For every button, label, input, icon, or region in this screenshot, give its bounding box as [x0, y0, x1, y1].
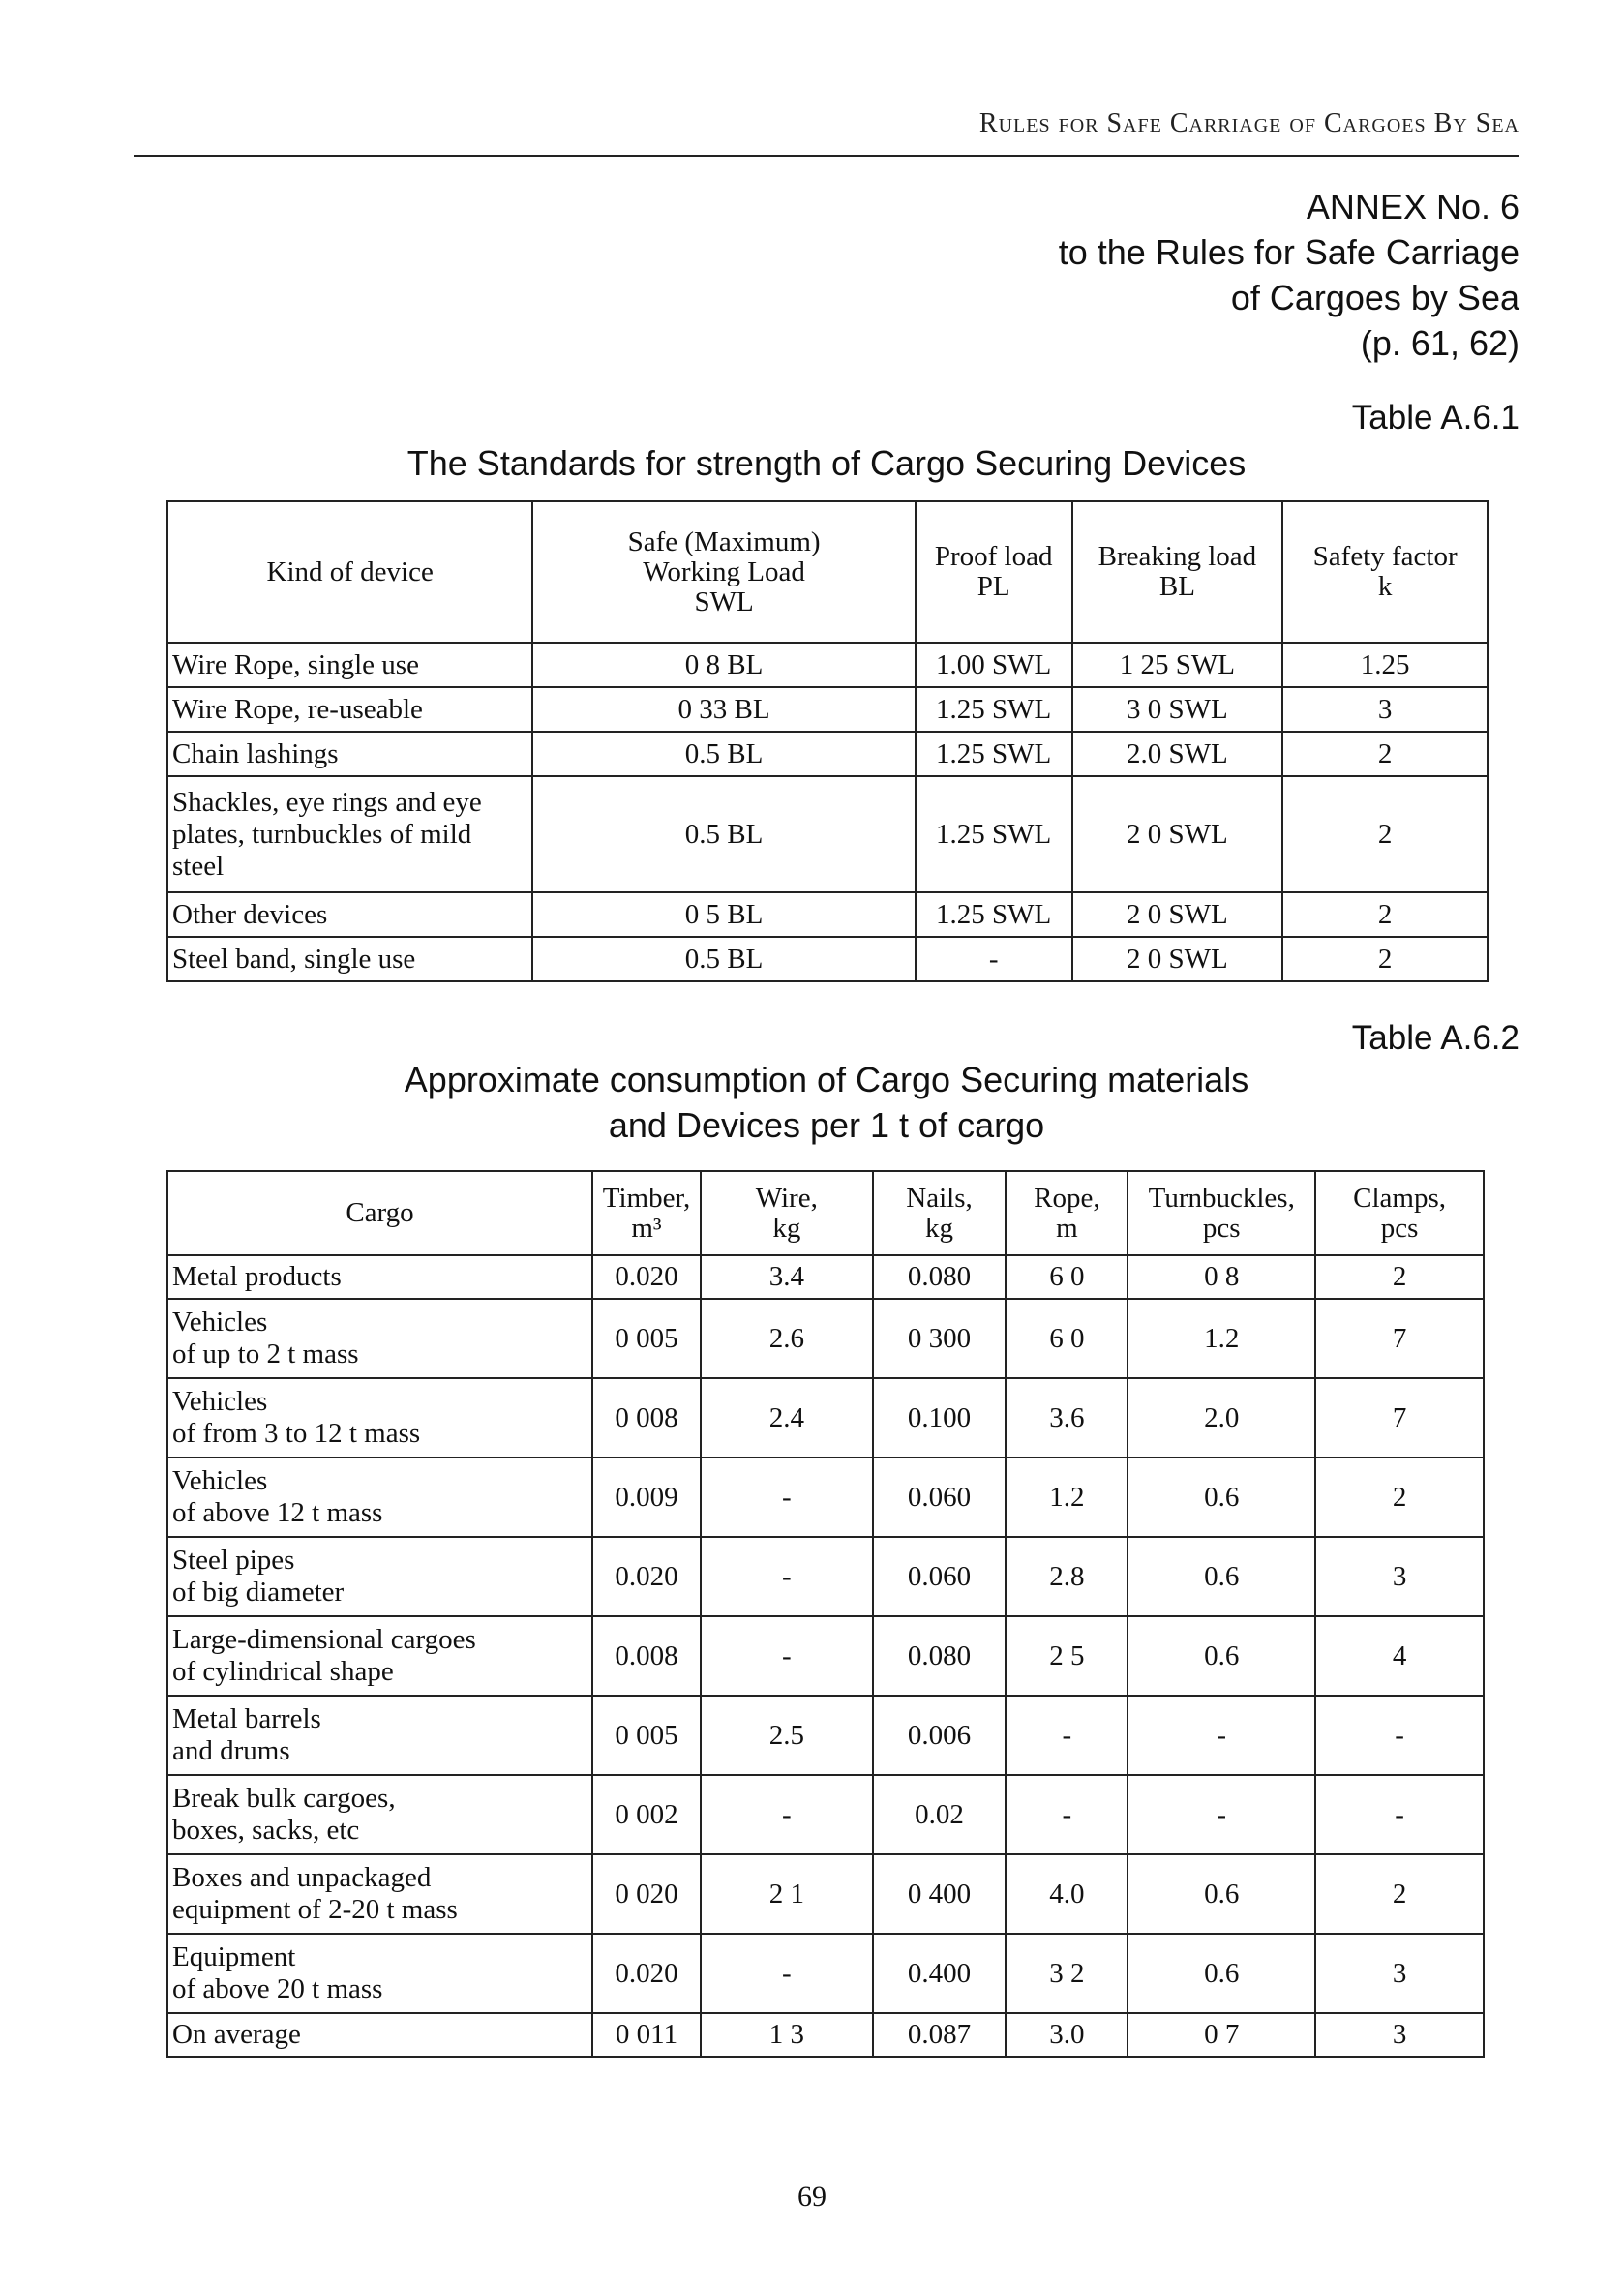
swl-cell: 0.5 BL [532, 732, 915, 776]
cargo-name: Equipment of above 20 t mass [167, 1934, 592, 2013]
timber-cell: 0.009 [592, 1458, 701, 1537]
turnbuckles-cell: 1.2 [1128, 1299, 1315, 1378]
clamps-cell: 3 [1315, 2013, 1484, 2057]
wire-cell: - [701, 1616, 873, 1696]
safety-factor-cell: 2 [1282, 732, 1488, 776]
clamps-cell: - [1315, 1775, 1484, 1854]
table-row [167, 1854, 1484, 1934]
table-row [167, 1616, 1484, 1696]
device-name: Shackles, eye rings and eye plates, turnbuckles of mild steel [167, 776, 532, 892]
table-row [167, 776, 1488, 892]
proof-load-cell: 1.00 SWL [916, 643, 1072, 687]
cargo-name: Metal barrels and drums [167, 1696, 592, 1775]
table-row [167, 1255, 1484, 1299]
proof-load-cell: 1.25 SWL [916, 892, 1072, 937]
table-row [167, 643, 1488, 687]
cargo-name: Steel pipes of big diameter [167, 1537, 592, 1616]
column-header: Wire, kg [701, 1171, 873, 1255]
nails-cell: 0.100 [873, 1378, 1007, 1458]
annex-line: ANNEX No. 6 [1306, 187, 1519, 226]
table-row [167, 1458, 1484, 1537]
table-row [167, 1537, 1484, 1616]
column-header: Cargo [167, 1171, 592, 1255]
swl-cell: 0 8 BL [532, 643, 915, 687]
breaking-load-cell: 2 0 SWL [1072, 892, 1283, 937]
clamps-cell: 3 [1315, 1934, 1484, 2013]
clamps-cell: 7 [1315, 1378, 1484, 1458]
nails-cell: 0.080 [873, 1616, 1007, 1696]
nails-cell: 0.02 [873, 1775, 1007, 1854]
wire-cell: - [701, 1775, 873, 1854]
clamps-cell: - [1315, 1696, 1484, 1775]
breaking-load-cell: 2 0 SWL [1072, 776, 1283, 892]
nails-cell: 0 300 [873, 1299, 1007, 1378]
table-row [167, 1299, 1484, 1378]
table-id-a62: Table A.6.2 [1351, 1019, 1519, 1057]
timber-cell: 0.008 [592, 1616, 701, 1696]
table-header-row [167, 501, 1488, 643]
annex-line: of Cargoes by Sea [1230, 278, 1519, 317]
clamps-cell: 4 [1315, 1616, 1484, 1696]
wire-cell: - [701, 1537, 873, 1616]
swl-cell: 0.5 BL [532, 937, 915, 981]
rope-cell: - [1006, 1775, 1128, 1854]
breaking-load-cell: 2 0 SWL [1072, 937, 1283, 981]
timber-cell: 0.020 [592, 1934, 701, 2013]
proof-load-cell: 1.25 SWL [916, 687, 1072, 732]
wire-cell: 2 1 [701, 1854, 873, 1934]
clamps-cell: 7 [1315, 1299, 1484, 1378]
clamps-cell: 2 [1315, 1458, 1484, 1537]
cargo-name: Metal products [167, 1255, 592, 1299]
timber-cell: 0 005 [592, 1696, 701, 1775]
rope-cell: 3.0 [1006, 2013, 1128, 2057]
cargo-name: On average [167, 2013, 592, 2057]
rope-cell: - [1006, 1696, 1128, 1775]
swl-cell: 0 33 BL [532, 687, 915, 732]
rope-cell: 2 5 [1006, 1616, 1128, 1696]
annex-line: (p. 61, 62) [1360, 323, 1519, 363]
nails-cell: 0.060 [873, 1458, 1007, 1537]
table-row [167, 1378, 1484, 1458]
table-title-a62 [134, 1057, 1519, 1148]
clamps-cell: 3 [1315, 1537, 1484, 1616]
header-rule [134, 155, 1519, 157]
table-title-line: The Standards for strength of Cargo Securing Devices [406, 443, 1247, 483]
table-row [167, 937, 1488, 981]
nails-cell: 0.060 [873, 1537, 1007, 1616]
running-head: Rules for Safe Carriage of Cargoes By Sea [978, 108, 1519, 138]
breaking-load-cell: 1 25 SWL [1072, 643, 1283, 687]
rope-cell: 3.6 [1006, 1378, 1128, 1458]
device-name: Chain lashings [167, 732, 532, 776]
rope-cell: 2.8 [1006, 1537, 1128, 1616]
nails-cell: 0.087 [873, 2013, 1007, 2057]
safety-factor-cell: 2 [1282, 937, 1488, 981]
timber-cell: 0 005 [592, 1299, 701, 1378]
timber-cell: 0 020 [592, 1854, 701, 1934]
wire-cell: - [701, 1458, 873, 1537]
column-header: Safe (Maximum) Working Load SWL [532, 501, 915, 643]
nails-cell: 0.400 [873, 1934, 1007, 2013]
cargo-name: Vehicles of above 12 t mass [167, 1458, 592, 1537]
breaking-load-cell: 2.0 SWL [1072, 732, 1283, 776]
device-name: Wire Rope, single use [167, 643, 532, 687]
proof-load-cell: 1.25 SWL [916, 732, 1072, 776]
safety-factor-cell: 1.25 [1282, 643, 1488, 687]
cargo-name: Vehicles of up to 2 t mass [167, 1299, 592, 1378]
cargo-name: Break bulk cargoes, boxes, sacks, etc [167, 1775, 592, 1854]
device-name: Other devices [167, 892, 532, 937]
table-row [167, 687, 1488, 732]
rope-cell: 6 0 [1006, 1255, 1128, 1299]
table-row [167, 1775, 1484, 1854]
table-title-a61 [134, 440, 1519, 486]
breaking-load-cell: 3 0 SWL [1072, 687, 1283, 732]
timber-cell: 0 011 [592, 2013, 701, 2057]
annex-block [1059, 184, 1519, 366]
table-row [167, 1934, 1484, 2013]
wire-cell: 2.5 [701, 1696, 873, 1775]
turnbuckles-cell: - [1128, 1775, 1315, 1854]
material-consumption-table [166, 1170, 1485, 2058]
safety-factor-cell: 2 [1282, 776, 1488, 892]
wire-cell: 2.6 [701, 1299, 873, 1378]
column-header: Kind of device [167, 501, 532, 643]
rope-cell: 1.2 [1006, 1458, 1128, 1537]
wire-cell: 2.4 [701, 1378, 873, 1458]
table-row [167, 1696, 1484, 1775]
turnbuckles-cell: 0.6 [1128, 1537, 1315, 1616]
column-header: Safety factor k [1282, 501, 1488, 643]
swl-cell: 0 5 BL [532, 892, 915, 937]
column-header: Turnbuckles, pcs [1128, 1171, 1315, 1255]
rope-cell: 4.0 [1006, 1854, 1128, 1934]
wire-cell: 1 3 [701, 2013, 873, 2057]
device-name: Steel band, single use [167, 937, 532, 981]
safety-factor-cell: 2 [1282, 892, 1488, 937]
column-header: Breaking load BL [1072, 501, 1283, 643]
wire-cell: - [701, 1934, 873, 2013]
turnbuckles-cell: 0.6 [1128, 1616, 1315, 1696]
table-row [167, 892, 1488, 937]
table-id-a61: Table A.6.1 [1351, 399, 1519, 436]
device-name: Wire Rope, re-useable [167, 687, 532, 732]
column-header: Nails, kg [873, 1171, 1007, 1255]
nails-cell: 0.080 [873, 1255, 1007, 1299]
timber-cell: 0 008 [592, 1378, 701, 1458]
turnbuckles-cell: 0 7 [1128, 2013, 1315, 2057]
annex-line: to the Rules for Safe Carriage [1058, 232, 1519, 272]
page-number: 69 [797, 2180, 827, 2212]
wire-cell: 3.4 [701, 1255, 873, 1299]
table-header-row [167, 1171, 1484, 1255]
turnbuckles-cell: 0.6 [1128, 1934, 1315, 2013]
cargo-name: Boxes and unpackaged equipment of 2-20 t mass [167, 1854, 592, 1934]
safety-factor-cell: 3 [1282, 687, 1488, 732]
table-row [167, 2013, 1484, 2057]
clamps-cell: 2 [1315, 1255, 1484, 1299]
column-header: Clamps, pcs [1315, 1171, 1484, 1255]
column-header: Proof load PL [916, 501, 1072, 643]
cargo-name: Large-dimensional cargoes of cylindrical shape [167, 1616, 592, 1696]
turnbuckles-cell: 0.6 [1128, 1854, 1315, 1934]
timber-cell: 0.020 [592, 1537, 701, 1616]
turnbuckles-cell: - [1128, 1696, 1315, 1775]
proof-load-cell: - [916, 937, 1072, 981]
table-title-line: and Devices per 1 t of cargo [608, 1105, 1045, 1145]
turnbuckles-cell: 0.6 [1128, 1458, 1315, 1537]
turnbuckles-cell: 2.0 [1128, 1378, 1315, 1458]
table-title-line: Approximate consumption of Cargo Securing materials [404, 1060, 1249, 1099]
timber-cell: 0 002 [592, 1775, 701, 1854]
rope-cell: 6 0 [1006, 1299, 1128, 1378]
table-row [167, 732, 1488, 776]
timber-cell: 0.020 [592, 1255, 701, 1299]
turnbuckles-cell: 0 8 [1128, 1255, 1315, 1299]
swl-cell: 0.5 BL [532, 776, 915, 892]
column-header: Rope, m [1006, 1171, 1128, 1255]
nails-cell: 0.006 [873, 1696, 1007, 1775]
strength-standards-table [166, 500, 1489, 982]
clamps-cell: 2 [1315, 1854, 1484, 1934]
column-header: Timber, m³ [592, 1171, 701, 1255]
nails-cell: 0 400 [873, 1854, 1007, 1934]
rope-cell: 3 2 [1006, 1934, 1128, 2013]
proof-load-cell: 1.25 SWL [916, 776, 1072, 892]
cargo-name: Vehicles of from 3 to 12 t mass [167, 1378, 592, 1458]
